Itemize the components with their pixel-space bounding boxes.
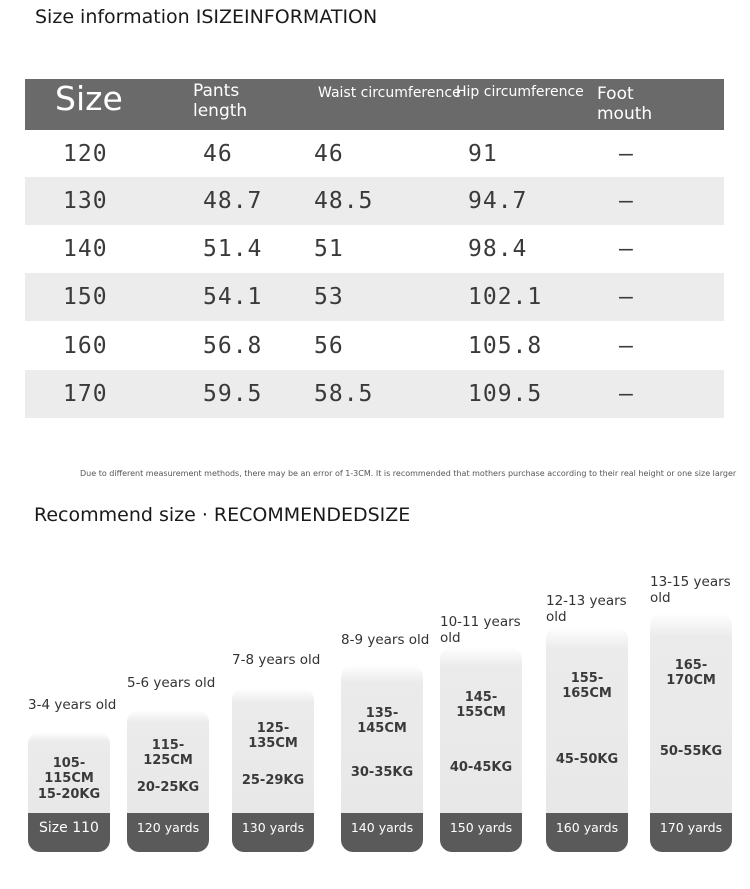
size-bar bbox=[650, 613, 732, 813]
weight-range: 50-55KG bbox=[659, 744, 723, 759]
height-range: 105-115CM bbox=[44, 756, 94, 786]
cell-pants: 54.1 bbox=[203, 284, 263, 310]
header-size: Size bbox=[55, 79, 123, 118]
weight-range: 40-45KG bbox=[449, 760, 513, 775]
size-label: 130 yards bbox=[232, 813, 314, 852]
cell-foot: – bbox=[619, 284, 634, 310]
cell-size: 150 bbox=[63, 284, 108, 310]
size-label: 120 yards bbox=[127, 813, 209, 852]
table-row bbox=[25, 370, 724, 418]
weight-range: 20-25KG bbox=[136, 780, 200, 795]
cell-pants: 56.8 bbox=[203, 333, 263, 359]
weight-range: 45-50KG bbox=[555, 752, 619, 767]
cell-hip: 109.5 bbox=[468, 381, 543, 407]
cell-pants: 48.7 bbox=[203, 188, 263, 214]
size-bar bbox=[341, 665, 423, 813]
size-bar bbox=[440, 647, 522, 813]
height-range: 155-165CM bbox=[562, 671, 612, 701]
cell-size: 130 bbox=[63, 188, 108, 214]
cell-pants: 46 bbox=[203, 141, 233, 167]
weight-range: 25-29KG bbox=[241, 773, 305, 788]
age-range: 7-8 years old bbox=[232, 652, 321, 668]
height-range: 165-170CM bbox=[666, 658, 716, 688]
cell-pants: 51.4 bbox=[203, 236, 263, 262]
cell-waist: 56 bbox=[314, 333, 344, 359]
measurement-note: Due to different measurement methods, there may be an error of 1-3CM. It is recommended that mothers purchase according to their real height or one size larger bbox=[80, 469, 737, 478]
size-label: 170 yards bbox=[650, 813, 732, 852]
header-pants-length: Pants length bbox=[193, 81, 248, 121]
table-row bbox=[25, 322, 724, 370]
size-label: 160 yards bbox=[546, 813, 628, 852]
size-label: 140 yards bbox=[341, 813, 423, 852]
age-range: 3-4 years old bbox=[28, 697, 117, 713]
age-range: 8-9 years old bbox=[341, 632, 430, 648]
size-table-header bbox=[25, 79, 724, 130]
weight-range: 30-35KG bbox=[350, 765, 414, 780]
size-label: Size 110 bbox=[28, 813, 110, 852]
cell-hip: 102.1 bbox=[468, 284, 543, 310]
cell-waist: 53 bbox=[314, 284, 344, 310]
weight-range: 15-20KG bbox=[37, 787, 101, 802]
age-range: 5-6 years old bbox=[127, 675, 216, 691]
cell-foot: – bbox=[619, 141, 634, 167]
cell-foot: – bbox=[619, 381, 634, 407]
height-range: 125-135CM bbox=[248, 721, 298, 751]
cell-waist: 58.5 bbox=[314, 381, 374, 407]
cell-waist: 51 bbox=[314, 236, 344, 262]
table-row bbox=[25, 177, 724, 225]
cell-size: 140 bbox=[63, 236, 108, 262]
header-hip: Hip circumference bbox=[456, 84, 584, 100]
height-range: 145-155CM bbox=[456, 690, 506, 720]
size-bar bbox=[546, 627, 628, 813]
cell-size: 120 bbox=[63, 141, 108, 167]
cell-pants: 59.5 bbox=[203, 381, 263, 407]
cell-waist: 48.5 bbox=[314, 188, 374, 214]
age-range: 12-13 years old bbox=[546, 593, 627, 625]
cell-foot: – bbox=[619, 188, 634, 214]
cell-hip: 105.8 bbox=[468, 333, 543, 359]
cell-size: 160 bbox=[63, 333, 108, 359]
recommend-title: Recommend size · RECOMMENDEDSIZE bbox=[34, 504, 411, 526]
cell-waist: 46 bbox=[314, 141, 344, 167]
cell-hip: 98.4 bbox=[468, 236, 528, 262]
age-range: 10-11 years old bbox=[440, 614, 521, 646]
header-foot-mouth: Foot mouth bbox=[597, 84, 653, 124]
cell-hip: 91 bbox=[468, 141, 498, 167]
height-range: 115-125CM bbox=[143, 738, 193, 768]
cell-hip: 94.7 bbox=[468, 188, 528, 214]
size-label: 150 yards bbox=[440, 813, 522, 852]
cell-foot: – bbox=[619, 236, 634, 262]
table-row bbox=[25, 225, 724, 273]
age-range: 13-15 years old bbox=[650, 574, 731, 606]
table-row bbox=[25, 130, 724, 178]
table-row bbox=[25, 273, 724, 321]
size-info-title: Size information ISIZEINFORMATION bbox=[35, 6, 378, 28]
cell-foot: – bbox=[619, 333, 634, 359]
header-waist: Waist circumference bbox=[318, 85, 461, 101]
cell-size: 170 bbox=[63, 381, 108, 407]
height-range: 135-145CM bbox=[357, 706, 407, 736]
